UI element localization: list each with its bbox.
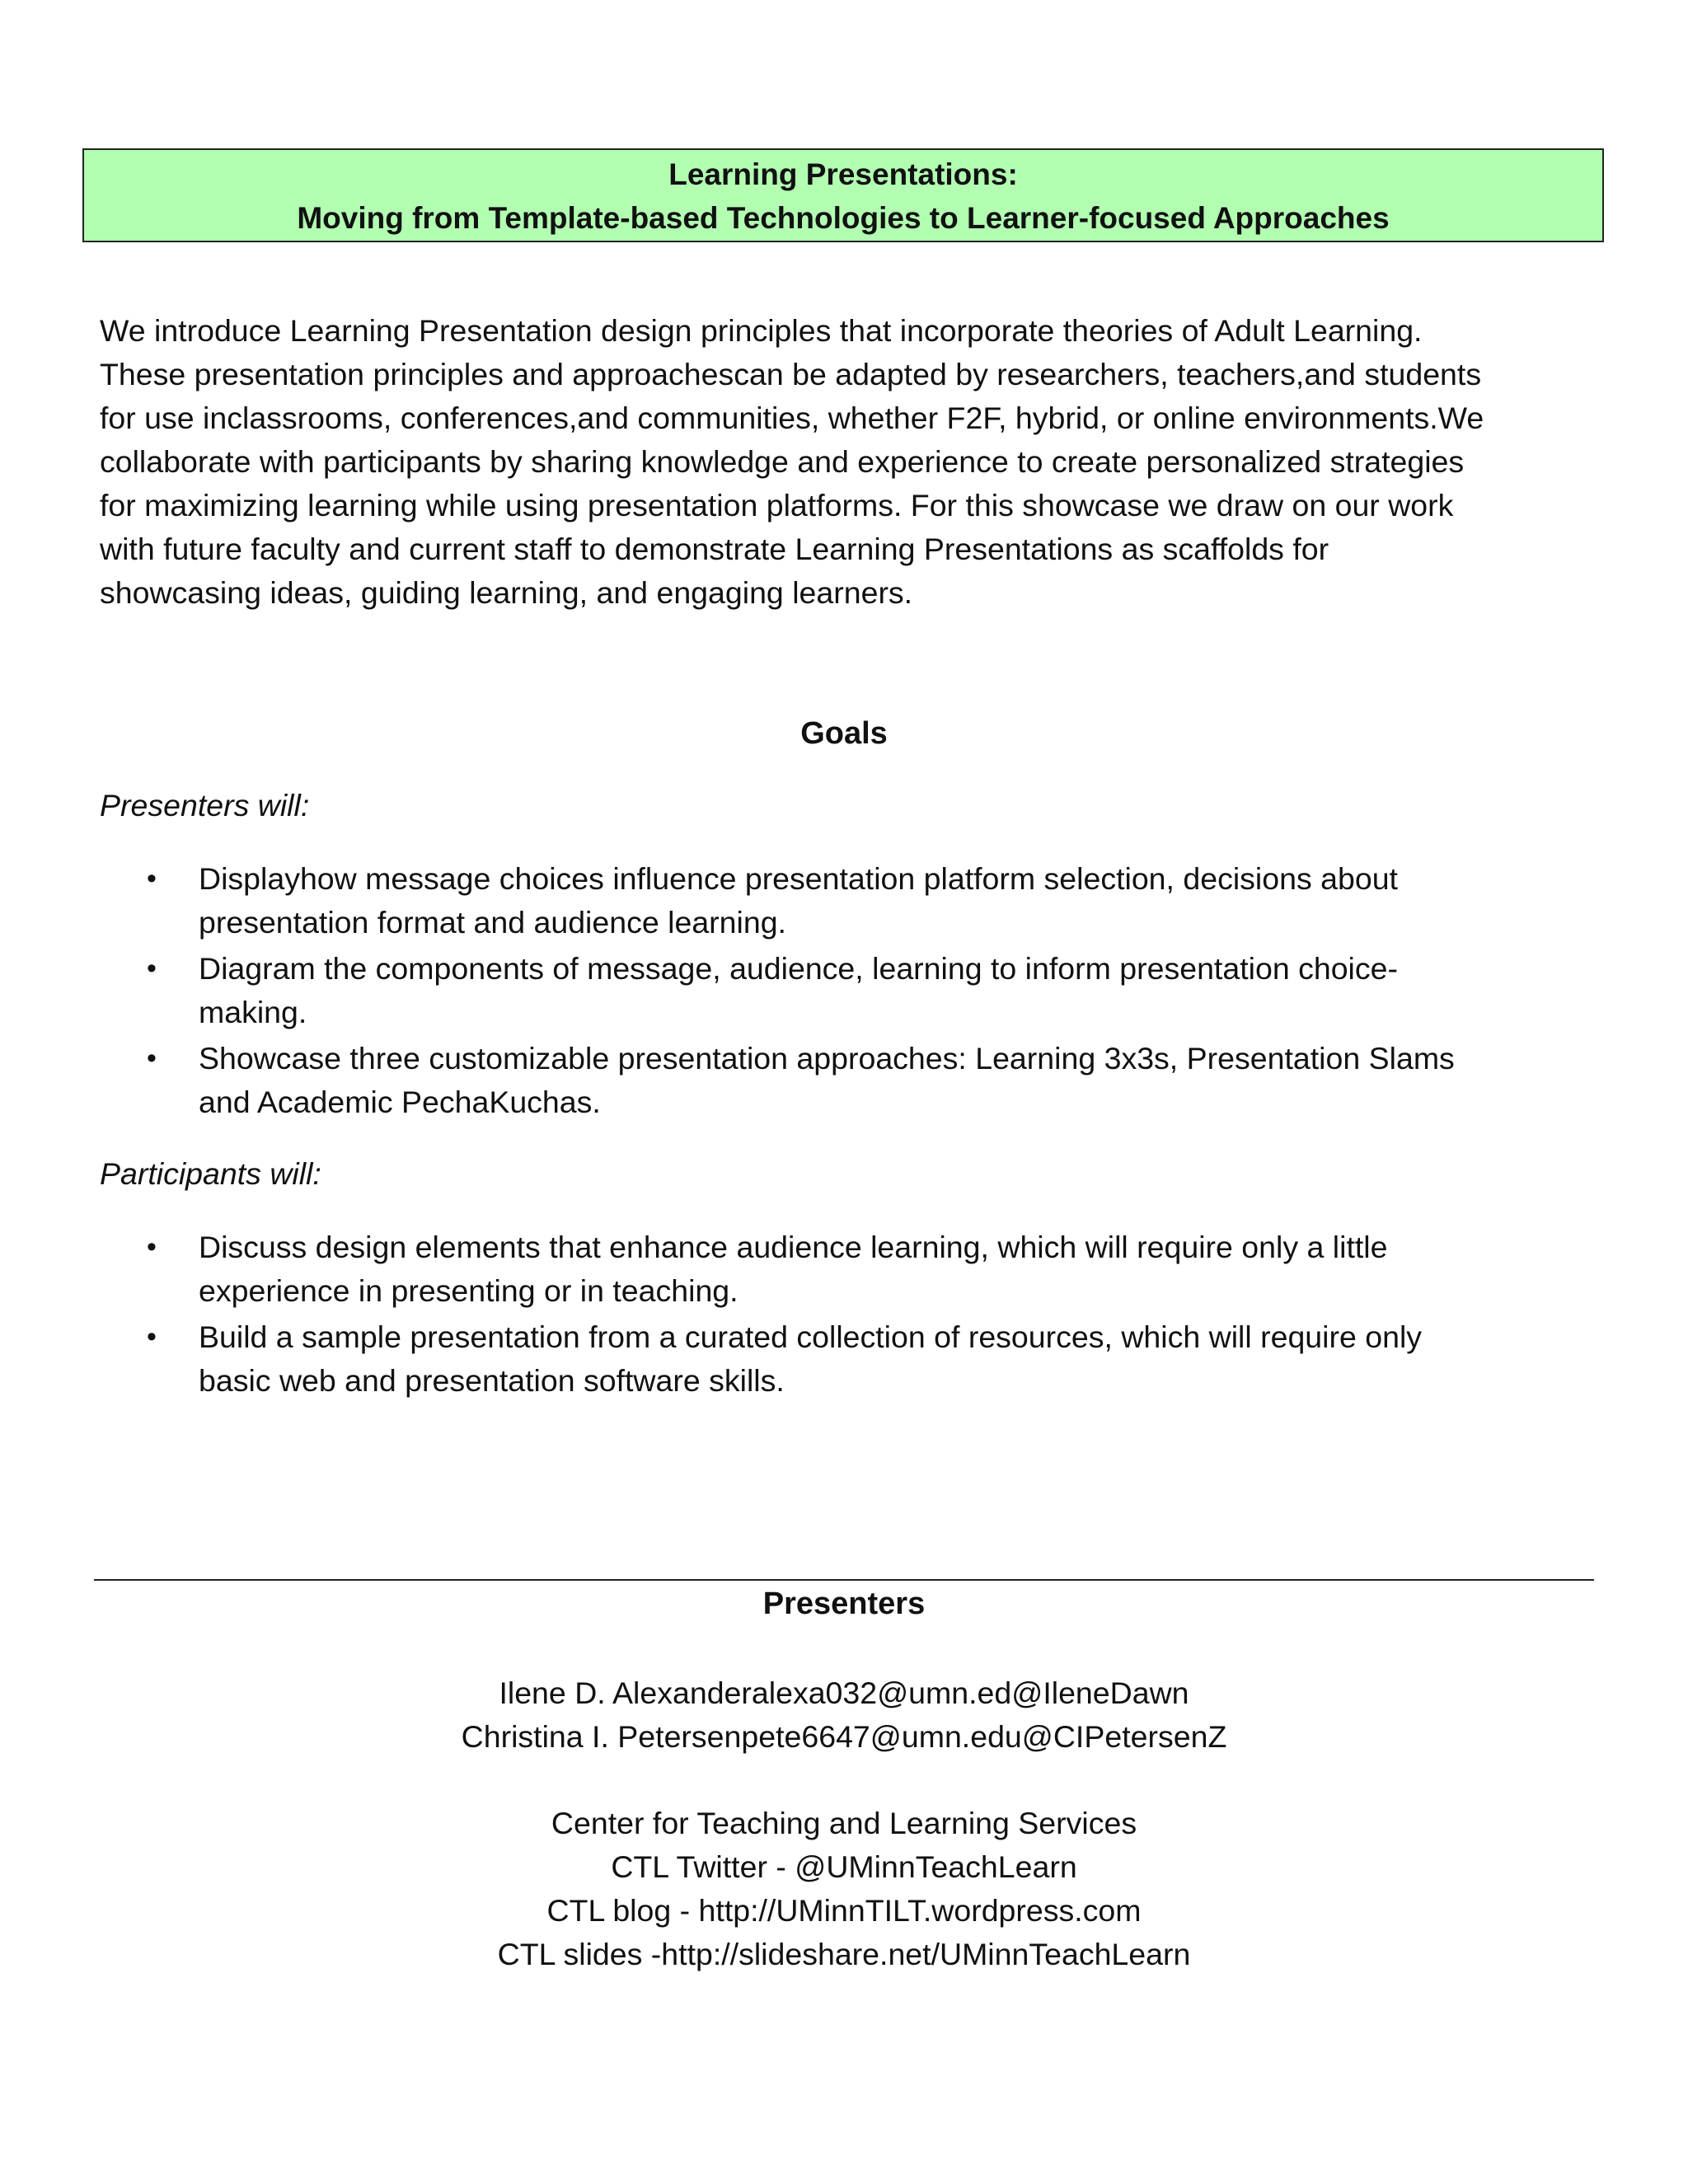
list-item — [0, 947, 1688, 1034]
list-item-line: making. — [199, 995, 307, 1029]
participants-will-label: Participants will: — [100, 1156, 321, 1191]
center-contact-block — [0, 1802, 1688, 1976]
section-divider — [94, 1579, 1594, 1581]
bullet-icon: • — [147, 1043, 157, 1074]
list-item — [0, 857, 1688, 944]
bullet-icon: • — [147, 953, 157, 984]
title-box — [82, 148, 1604, 242]
ctl-twitter: CTL Twitter - @UMinnTeachLearn — [611, 1849, 1077, 1884]
list-item-line: and Academic PechaKuchas. — [199, 1085, 601, 1119]
intro-line: for use inclassrooms, conferences,and communities, whether F2F, hybrid, or online environments.We — [100, 401, 1484, 435]
bullet-icon: • — [147, 1321, 157, 1352]
center-name: Center for Teaching and Learning Services — [551, 1806, 1137, 1840]
presenters-will-label: Presenters will: — [100, 788, 310, 823]
ctl-slides: CTL slides -http://slideshare.net/UMinnTeachLearn — [497, 1937, 1191, 1971]
bullet-icon: • — [147, 1231, 157, 1263]
participants-goals-list — [0, 1226, 1688, 1405]
list-item-text — [199, 1226, 1688, 1313]
presenter-contact: Ilene D. Alexanderalexa032@umn.ed@IleneDawn — [499, 1675, 1189, 1710]
intro-line: for maximizing learning while using presentation platforms. For this showcase we draw on our work — [100, 488, 1454, 523]
list-item-line: Displayhow message choices influence presentation platform selection, decisions about — [199, 861, 1398, 896]
intro-line: We introduce Learning Presentation design principles that incorporate theories of Adult Learning. — [100, 313, 1423, 348]
title-line-2: Moving from Template-based Technologies to Learner-focused Approaches — [297, 201, 1390, 235]
intro-line: These presentation principles and approachescan be adapted by researchers, teachers,and students — [100, 357, 1482, 391]
list-item — [0, 1315, 1688, 1403]
intro-line: collaborate with participants by sharing knowledge and experience to create personalized strategies — [100, 444, 1465, 479]
list-item-line: Discuss design elements that enhance audience learning, which will require only a little — [199, 1230, 1388, 1264]
intro-paragraph — [100, 309, 1608, 615]
bullet-icon: • — [147, 863, 157, 894]
list-item-line: Showcase three customizable presentation approaches: Learning 3x3s, Presentation Slams — [199, 1041, 1455, 1076]
goals-heading: Goals — [800, 716, 888, 751]
list-item-line: basic web and presentation software skills. — [199, 1363, 785, 1398]
list-item-text — [199, 1037, 1688, 1124]
presenters-heading: Presenters — [762, 1586, 926, 1621]
list-item — [0, 1037, 1688, 1124]
list-item-line: experience in presenting or in teaching. — [199, 1273, 738, 1308]
intro-line: showcasing ideas, guiding learning, and engaging learners. — [100, 575, 913, 610]
intro-line: with future faculty and current staff to demonstrate Learning Presentations as scaffolds for — [100, 532, 1329, 566]
list-item-line: Diagram the components of message, audience, learning to inform presentation choice- — [199, 951, 1398, 986]
ctl-blog: CTL blog - http://UMinnTILT.wordpress.com — [546, 1893, 1142, 1928]
list-item-text — [199, 857, 1688, 944]
list-item — [0, 1226, 1688, 1313]
presenters-goals-list — [0, 857, 1688, 1127]
list-item-line: Build a sample presentation from a curated collection of resources, which will require only — [199, 1319, 1423, 1354]
list-item-line: presentation format and audience learning. — [199, 905, 786, 940]
list-item-text — [199, 947, 1688, 1034]
presenter-contact: Christina I. Petersenpete6647@umn.edu@CIPetersenZ — [461, 1719, 1227, 1754]
list-item-text — [199, 1315, 1688, 1403]
presenters-names — [0, 1671, 1688, 1759]
title-line-1: Learning Presentations: — [668, 157, 1018, 191]
